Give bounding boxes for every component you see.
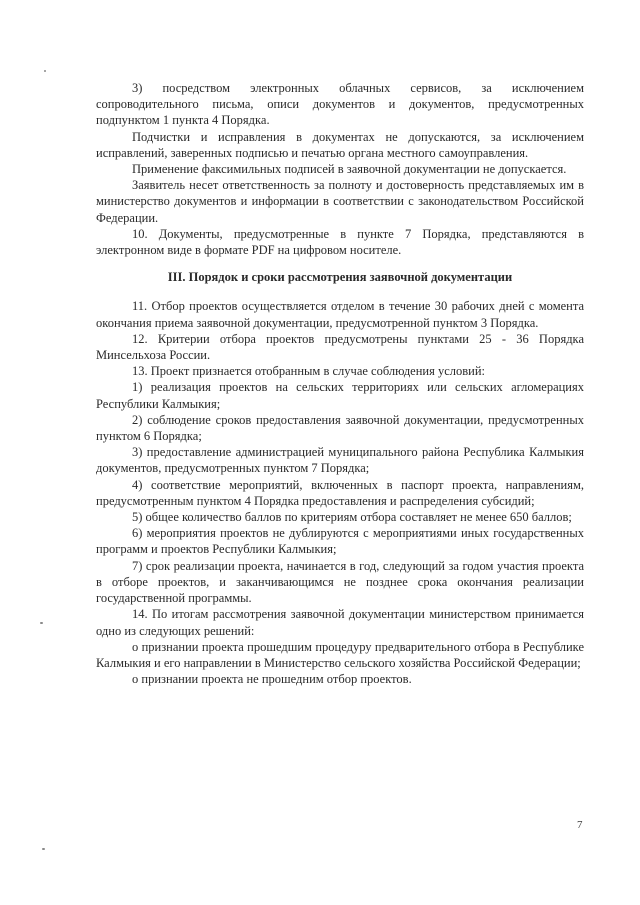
list-item: 4) соответствие мероприятий, включенных в паспорт проекта, направлениям, предусмотренным пунктом 4 Порядка предоставления и распределения субсидий; [96, 477, 584, 508]
list-item: 3) предоставление администрацией муниципального района Республика Калмыкия документов, предусмотренных пунктом 7 Порядка; [96, 445, 584, 476]
paragraph: Заявитель несет ответственность за полноту и достоверность представляемых им в министерство документов и информации в соответствии с законодательством Российской Федерации. [96, 178, 584, 225]
list-item: 1) реализация проектов на сельских территориях или сельских агломерациях Республики Калмыкия; [96, 380, 584, 411]
document-body [96, 80, 584, 687]
list-item: о признании проекта не прошедним отбор проектов. [132, 672, 412, 687]
section-heading: III. Порядок и сроки рассмотрения заявочной документации [167, 270, 513, 285]
paragraph: 14. По итогам рассмотрения заявочной документации министерством принимается одно из следующих решений: [96, 607, 584, 638]
list-item: 6) мероприятия проектов не дублируются с мероприятиями иных государственных программ и проектов Республики Калмыкия; [96, 526, 584, 557]
scan-speck [42, 848, 45, 850]
paragraph: 11. Отбор проектов осуществляется отделом в течение 30 рабочих дней с момента окончания приема заявочной документации, предусмотренной пунктом 3 Порядка. [96, 299, 584, 330]
paragraph: 13. Проект признается отобранным в случае соблюдения условий: [132, 364, 486, 379]
paragraph: Применение факсимильных подписей в заявочной документации не допускается. [132, 162, 567, 177]
paragraph: 10. Документы, предусмотренные в пункте 7 Порядка, представляются в электронном виде в формате PDF на цифровом носителе. [96, 226, 584, 258]
paragraph: 12. Критерии отбора проектов предусмотрены пунктами 25 - 36 Порядка Минсельхоза России. [96, 331, 584, 363]
paragraph: Подчистки и исправления в документах не допускаются, за исключением исправлений, заверенных подписью и печатью органа местного самоуправления. [96, 129, 584, 160]
list-item: 2) соблюдение сроков предоставления заявочной документации, предусмотренных пунктом 6 Порядка; [96, 412, 584, 444]
list-item: 5) общее количество баллов по критериям отбора составляет не менее 650 баллов; [132, 510, 572, 525]
page-number: 7 [577, 819, 583, 831]
list-item: о признании проекта прошедшим процедуру предварительного отбора в Республике Калмыкия и его направлении в Министерство сельского хозяйства Российской Федерации; [96, 639, 584, 670]
list-item: 7) срок реализации проекта, начинается в год, следующий за годом участия проекта в отборе проектов, и заканчивающимся не позднее срока окончания реализации государственной программы. [96, 558, 584, 606]
paragraph: 3) посредством электронных облачных сервисов, за исключением сопроводительного письма, описи документов и документов, предусмотренных подпунктом 1 пункта 4 Порядка. [96, 81, 584, 128]
scan-speck [40, 622, 43, 624]
scan-speck [44, 70, 46, 72]
